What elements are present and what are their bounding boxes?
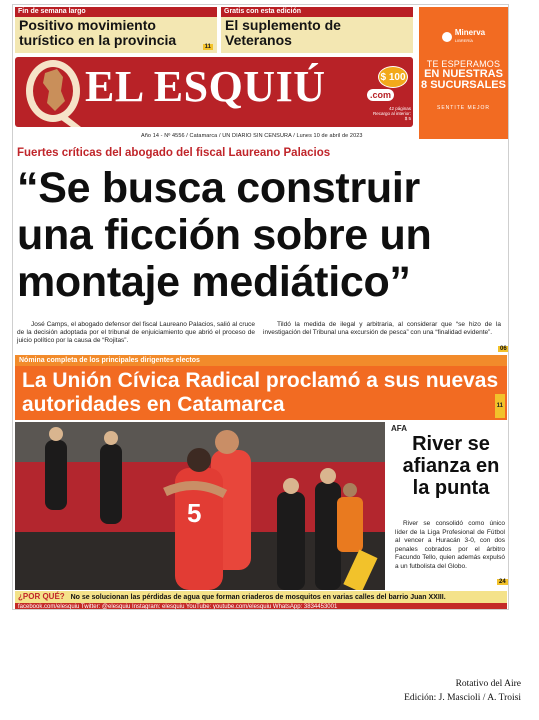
dotcom-badge: .com [367, 89, 394, 101]
page-number-badge: 06 [500, 346, 507, 352]
masthead-title: EL ESQUIÚ [85, 62, 326, 111]
main-headline[interactable]: “Se busca construir una ficción sobre un montaje mediático” [17, 164, 432, 306]
price-badge: $ 100 [378, 66, 408, 88]
main-story-column-1: José Camps, el abogado defensor del fiscal Laureano Palacios, salió al cruce de la decisión adoptada por el tribunal de enjuiciamiento que abrió el proceso de juicio político por la causa de “Rojitas”. [17, 321, 255, 344]
minerva-ad[interactable] [419, 7, 508, 139]
minerva-logo [419, 29, 508, 45]
ad-brand-sub: LIBRERÍA [454, 38, 474, 43]
newspaper-front-page [12, 4, 509, 610]
credit-source: Rotativo del Aire [455, 679, 521, 689]
masthead[interactable] [15, 57, 415, 131]
ad-tagline: SENTITE MEJOR [436, 105, 490, 111]
football-photo[interactable] [15, 422, 385, 590]
por-que-label: ¿POR QUÉ? [18, 592, 65, 601]
pages-note: 42 páginas Recargo al interior: $ 5 [372, 106, 411, 121]
minerva-logo-icon [442, 32, 452, 42]
page-number-badge: 11 [495, 394, 505, 418]
credit-edition: Edición: J. Mascioli / A. Troisi [404, 693, 521, 703]
teaser-headline: El suplemento de Veteranos [225, 17, 341, 48]
teaser-kicker: Gratis con esta edición [221, 7, 413, 17]
teaser-headline: Positivo movimiento turístico en la provincia [19, 17, 177, 48]
edition-line: Año 14 - Nº 4556 / Catamarca / UN DIARIO SIN CENSURA / Lunes 10 de abril de 2023 [141, 133, 363, 139]
page-number-badge: 11 [204, 44, 211, 50]
teaser-turismo[interactable] [15, 7, 217, 53]
teaser-veteranos[interactable] [221, 7, 413, 53]
ucr-headline: La Unión Cívica Radical proclamó a sus nuevas autoridades en Catamarca [22, 369, 499, 416]
page-number-badge: 24 [499, 579, 506, 585]
ucr-headline-band[interactable] [15, 366, 507, 420]
ad-line-2: EN NUESTRAS [424, 68, 503, 80]
river-kicker: AFA [391, 424, 407, 433]
ad-line-1: TE ESPERAMOS [426, 59, 501, 69]
main-story-column-2: Tildó la medida de ilegal y arbitraria, al considerar que “se hizo de la investigación del Tribunal una excursión de pesca” con una “finalidad evidente”. [263, 321, 501, 336]
ucr-kicker: Nómina completa de los principales dirigentes electos [15, 355, 507, 366]
ad-brand: Minerva [454, 28, 486, 37]
teaser-kicker: Fin de semana largo [15, 7, 217, 17]
main-story-kicker: Fuertes críticas del abogado del fiscal Laureano Palacios [17, 147, 331, 159]
por-que-text: No se solucionan las pérdidas de agua que forman criaderos de mosquitos en varias calles del barrio Juan XXIII. [70, 594, 446, 601]
social-links-strip[interactable]: facebook.com/elesquiu Twitter: @elesquiu Instagram: elesquiu YouTube: youtube.com/elesquiu WhatsApp: 3834453001 [15, 603, 507, 610]
river-headline[interactable]: River se afianza en la punta [402, 433, 500, 499]
por-que-strip[interactable] [15, 591, 507, 603]
river-story-body: River se consolidó como único líder de la Liga Profesional de Fútbol al vencer a Huracán 3-0, con dos penales cobrados por el árbitro Facundo Tello, quien además expulsó a un futbolista del Globo. [395, 520, 505, 570]
masthead-q-map-icon [23, 57, 85, 129]
ad-line-3: 8 SUCURSALES [421, 79, 506, 91]
svg-text:5: 5 [187, 498, 202, 528]
